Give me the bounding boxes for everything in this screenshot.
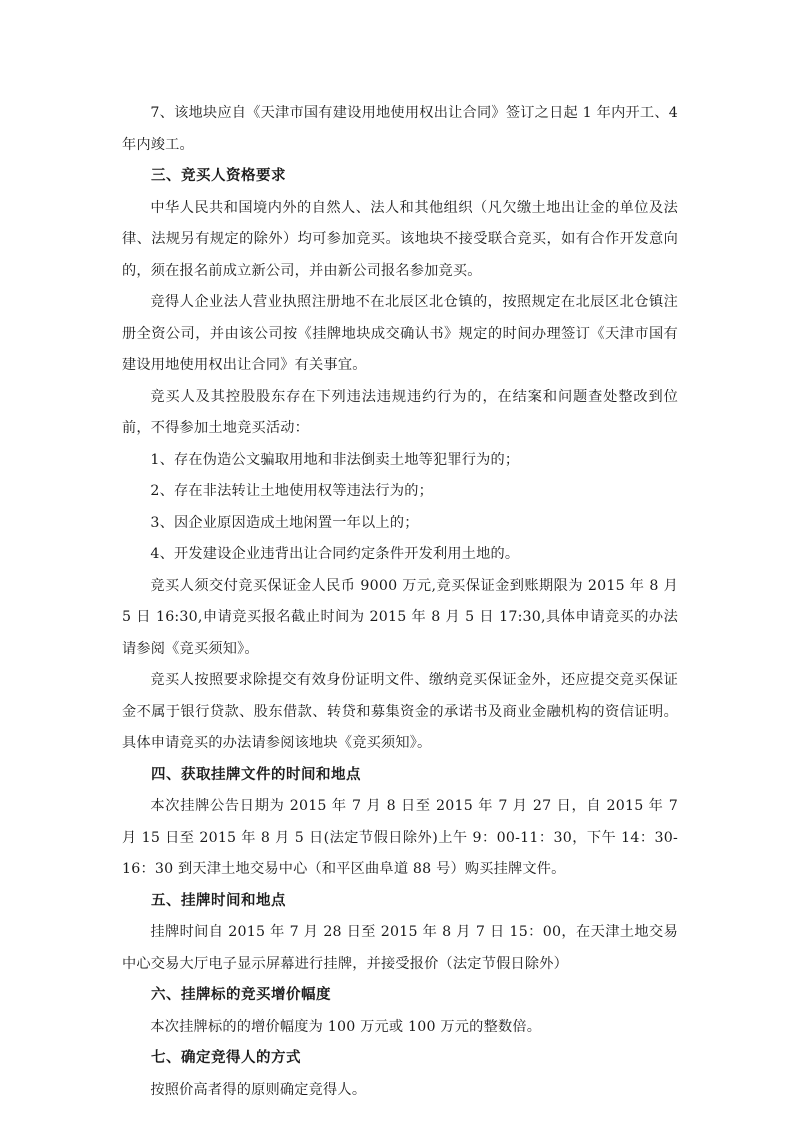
- paragraph-qualification-3: 竞买人及其控股股东存在下列违法违规违约行为的，在结案和问题查处整改到位前，不得参加土地竞买活动：: [122, 388, 678, 436]
- paragraph-qualification-2: 竞得人企业法人营业执照注册地不在北辰区北仓镇的，按照规定在北辰区北仓镇注册全资公司，并由该公司按《挂牌地块成交确认书》规定的时间办理签订《天津市国有建设用地使用权出让合同》有关事宜。: [122, 294, 678, 373]
- paragraph-deposit: 竞买人须交付竞买保证金人民币 9000 万元,竞买保证金到账期限为 2015 年 8 月 5 日 16:30,申请竞买报名截止时间为 2015 年 8 月 5 日 17:30,具体申请竞买的办法请参阅《竞买须知》。: [122, 577, 678, 657]
- list-item: 3、因企业原因造成土地闲置一年以上的；: [150, 514, 419, 531]
- list-item: 2、存在非法转让土地使用权等违法行为的；: [150, 483, 433, 499]
- paragraph-section-4: 本次挂牌公告日期为 2015 年 7 月 8 日至 2015 年 7 月 27 日，自 2015 年 7 月 15 日至 2015 年 8 月 5 日(法定节假日除外)上午 9：00-11：30，下午 14：30-16：30 到天津土地交易中心（和平区曲阜道 88 号）购买挂牌文件。: [122, 798, 678, 877]
- list-item: 1、存在伪造公文骗取用地和非法倒卖土地等犯罪行为的；: [150, 451, 520, 468]
- paragraph-qualification-1: 中华人民共和国境内外的自然人、法人和其他组织（凡欠缴土地出让金的单位及法律、法规另有规定的除外）均可参加竞买。该地块不接受联合竞买，如有合作开发意向的，须在报名前成立新公司，并由新公司报名参加竞买。: [122, 199, 678, 279]
- list-item: 4、开发建设企业违背出让合同约定条件开发利用土地的。: [150, 546, 520, 562]
- section-heading-3: 三、竞买人资格要求: [151, 168, 286, 184]
- section-heading-4: 四、获取挂牌文件的时间和地点: [151, 766, 361, 783]
- paragraph-item-7: 7、该地块应自《天津市国有建设用地使用权出让合同》签订之日起 1 年内开工、4 年内竣工。: [122, 105, 678, 153]
- paragraph-credit: 竞买人按照要求除提交有效身份证明文件、缴纳竞买保证金外，还应提交竞买保证金不属于银行贷款、股东借款、转贷和募集资金的承诺书及商业金融机构的资信证明。具体申请竞买的办法请参阅该地块《竞买须知》。: [122, 672, 678, 751]
- paragraph-section-6: 本次挂牌标的的增价幅度为 100 万元或 100 万元的整数倍。: [150, 1018, 542, 1035]
- section-heading-5: 五、挂牌时间和地点: [151, 892, 286, 909]
- section-heading-7: 七、确定竞得人的方式: [151, 1050, 301, 1066]
- section-heading-6: 六、挂牌标的竞买增价幅度: [151, 987, 331, 1003]
- paragraph-section-7: 按照价高者得的原则确定竞得人。: [150, 1081, 367, 1098]
- paragraph-section-5: 挂牌时间自 2015 年 7 月 28 日至 2015 年 8 月 7 日 15：00，在天津土地交易中心交易大厅电子显示屏幕进行挂牌，并接受报价（法定节假日除外）: [122, 924, 678, 972]
- document-body: [122, 98, 678, 1106]
